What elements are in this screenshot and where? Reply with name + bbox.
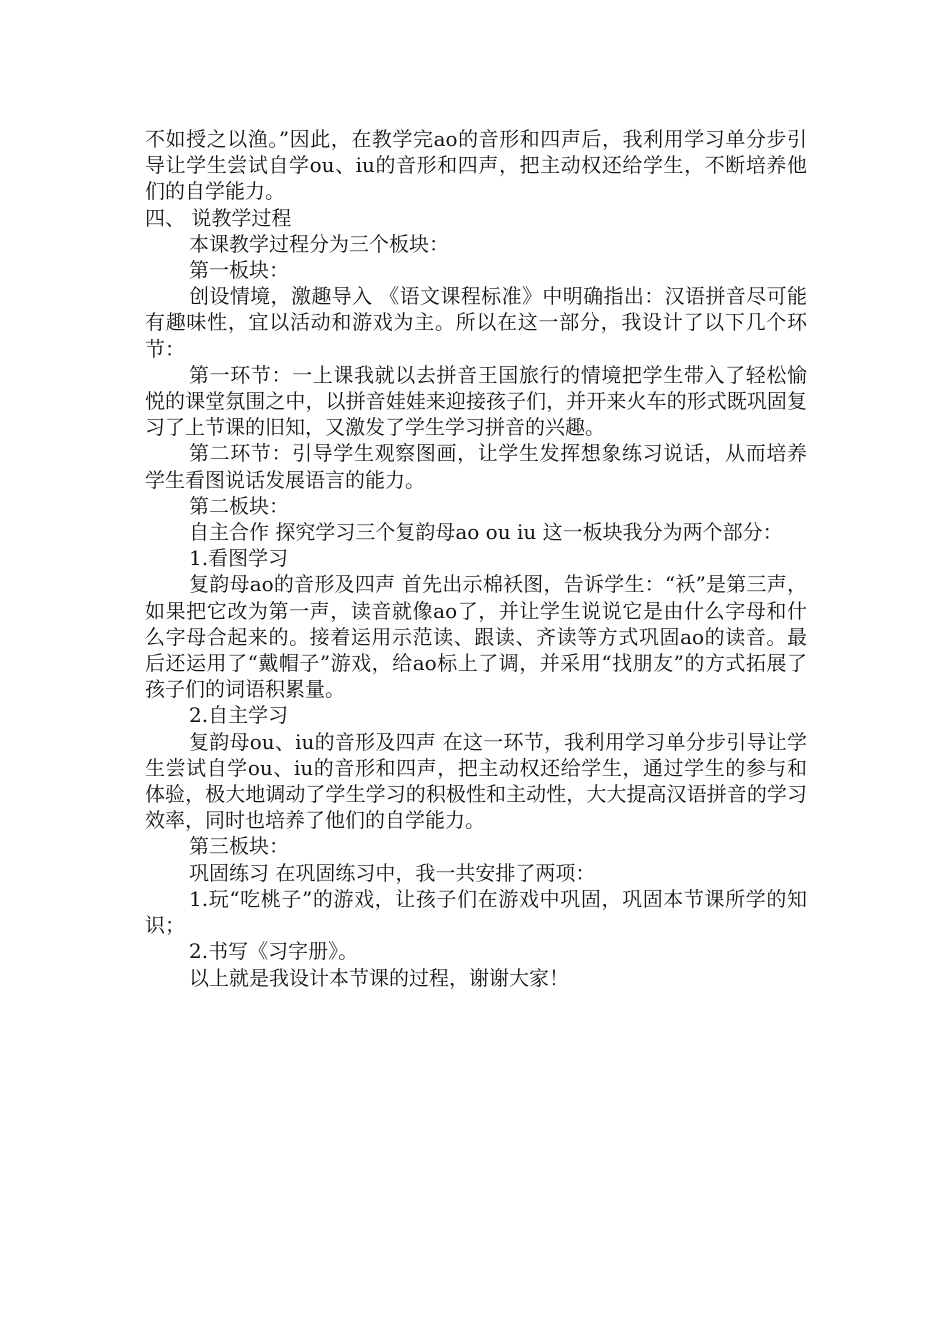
paragraph-step-two: 第二环节：引导学生观察图画，让学生发挥想象练习说话，从而培养学生看图说话发展语言的能力。 [145, 441, 807, 492]
paragraph-practice-item-one: 1.玩“吃桃子”的游戏，让孩子们在游戏中巩固，巩固本节课所学的知识； [145, 886, 807, 938]
subheading-picture-learning: 1.看图学习 [189, 546, 289, 571]
paragraph-process-overview: 本课教学过程分为三个板块： [189, 231, 449, 256]
subheading-block-three: 第三板块： [189, 834, 289, 859]
paragraph-practice-item-two: 2.书写《习字册》。 [189, 939, 359, 964]
document-body [145, 126, 807, 991]
paragraph-intro-continuation: 不如授之以渔。”因此，在教学完ao的音形和四声后，我利用学习单分步引导让学生尝试自学ou、iu的音形和四声，把主动权还给学生，不断培养他们的自学能力。 [145, 127, 807, 204]
paragraph-step-one: 第一环节：一上课我就以去拼音王国旅行的情境把学生带入了轻松愉悦的课堂氛围之中，以拼音娃娃来迎接孩子们，并开来火车的形式既巩固复习了上节课的旧知，又激发了学生学习拼音的兴趣。 [145, 362, 807, 440]
paragraph-ao-learning: 复韵母ao的音形及四声 首先出示棉袄图，告诉学生：“袄”是第三声，如果把它改为第一声，读音就像ao了，并让学生说说它是由什么字母和什么字母合起来的。接着运用示范读、跟读、齐读等方式巩固ao的读音。最后还运用了“戴帽子”游戏，给ao标上了调，并采用“找朋友”的方式拓展了孩子们的词语积累量。 [145, 572, 807, 702]
subheading-block-two: 第二板块： [189, 493, 289, 518]
paragraph-closing: 以上就是我设计本节课的过程，谢谢大家！ [189, 965, 569, 990]
paragraph-ou-iu-learning: 复韵母ou、iu的音形及四声 在这一环节，我利用学习单分步引导让学生尝试自学ou、iu的音形和四声，把主动权还给学生，通过学生的参与和体验，极大地调动了学生学习的积极性和主动性，大大提高汉语拼音的学习效率，同时也培养了他们的自学能力。 [145, 729, 807, 833]
paragraph-block-two-intro: 自主合作 探究学习三个复韵母ao ou iu 这一板块我分为两个部分： [189, 520, 783, 545]
subheading-block-one: 第一板块： [189, 258, 289, 283]
subheading-self-learning: 2.自主学习 [189, 703, 289, 728]
paragraph-practice-intro: 巩固练习 在巩固练习中，我一共安排了两项： [189, 860, 596, 885]
paragraph-block-one-intro: 创设情境，激趣导入 《语文课程标准》中明确指出：汉语拼音尽可能有趣味性，宜以活动和游戏为主。所以在这一部分，我设计了以下几个环节： [145, 284, 807, 361]
section-heading-teaching-process: 四、 说教学过程 [145, 205, 292, 230]
